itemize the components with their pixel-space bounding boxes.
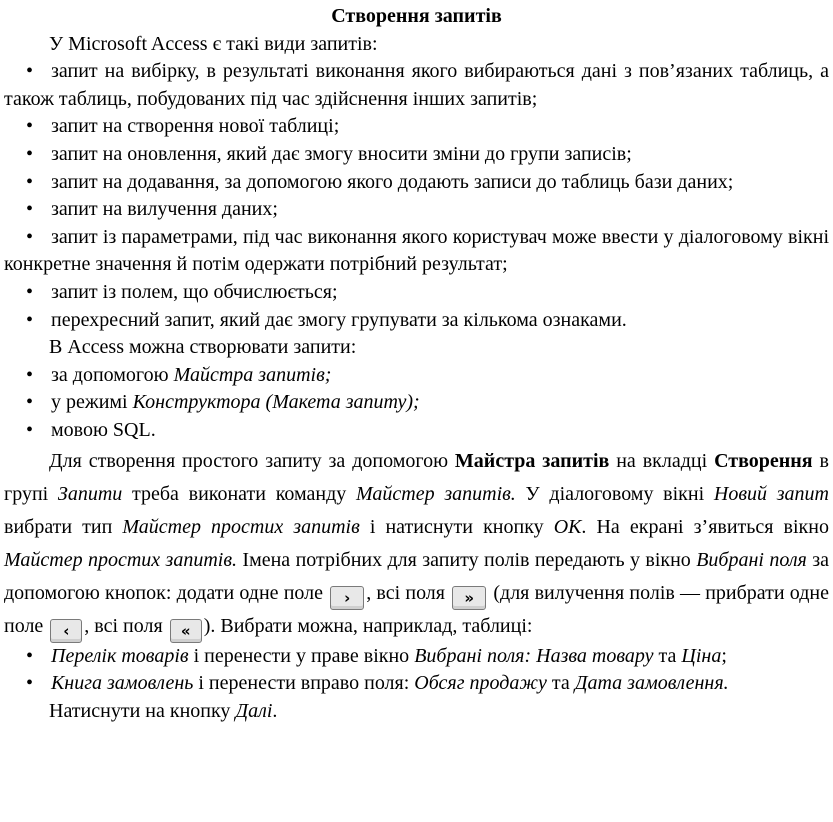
- bullet-icon: •: [26, 115, 34, 138]
- bullet-icon: •: [26, 142, 34, 165]
- remove-one-field-button[interactable]: ‹: [50, 619, 82, 643]
- bullet-icon: •: [26, 672, 34, 695]
- list-item: • запит на вилучення даних;: [4, 196, 829, 224]
- list-item: • запит на вибірку, в результаті виконання якого вибираються дані з пов’язаних таблиць, а також таблиць, побудованих під час здійснення інших запитів;: [4, 60, 829, 110]
- list-item: • перехресний запит, який дає змогу групувати за кількома ознаками.: [4, 307, 829, 335]
- bullet-icon: •: [26, 225, 34, 248]
- bullet-icon: •: [26, 363, 34, 386]
- list-item: • мовою SQL.: [4, 417, 829, 445]
- ways-intro-paragraph: В Access можна створювати запити:: [49, 336, 357, 359]
- page-title: Створення запитів: [331, 5, 502, 27]
- final-paragraph: Натиснути на кнопку Далі.: [49, 699, 278, 722]
- list-item: • запит із параметрами, під час виконання якого користувач може ввести у діалоговому вікні конкретне значення й потім одержати потрібний результат;: [4, 225, 829, 276]
- intro-paragraph: У Microsoft Access є такі види запитів:: [49, 32, 378, 55]
- bullet-icon: •: [26, 198, 34, 221]
- bullet-icon: •: [26, 418, 34, 441]
- list-item: • запит на створення нової таблиці;: [4, 113, 829, 141]
- list-item: • запит на додавання, за допомогою якого додають записи до таблиць бази даних;: [4, 169, 829, 197]
- bullet-icon: •: [26, 170, 34, 193]
- bullet-icon: •: [26, 280, 34, 303]
- add-all-fields-button[interactable]: »: [452, 586, 486, 610]
- list-item: • запит на оновлення, який дає змогу вносити зміни до групи записів;: [4, 141, 829, 169]
- bullet-icon: •: [26, 644, 34, 667]
- list-item: • Перелік товарів і перенести у праве вікно Вибрані поля: Назва товару та Ціна;: [4, 643, 829, 671]
- bullet-icon: •: [26, 308, 34, 331]
- list-item: • Книга замовлень і перенести вправо поля: Обсяг продажу та Дата замовлення.: [4, 670, 829, 698]
- wizard-paragraph: Для створення простого запиту за допомогою Майстра запитів на вкладці Створення в групі Запити треба виконати команду Майстер запитів. У діалоговому вікні Новий запит вибрати тип Майстер простих запитів і натиснути кнопку ОК. На екрані з’явиться вікно Майстер простих запитів. Імена потрібних для запиту полів передають у вікно Вибрані поля за допомогою кнопок: додати одне поле › , всі поля » (для вилучення полів — прибрати одне поле ‹ , всі поля « ). Вибрати можна, наприклад, таблиці:: [4, 445, 829, 643]
- bullet-icon: •: [26, 60, 34, 83]
- list-item: • у режимі Конструктора (Макета запиту);: [4, 389, 829, 417]
- add-one-field-button[interactable]: ›: [330, 586, 364, 610]
- list-item: • запит із полем, що обчислюється;: [4, 279, 829, 307]
- bullet-icon: •: [26, 391, 34, 414]
- list-item: • за допомогою Майстра запитів;: [4, 362, 829, 390]
- remove-all-fields-button[interactable]: «: [170, 619, 202, 643]
